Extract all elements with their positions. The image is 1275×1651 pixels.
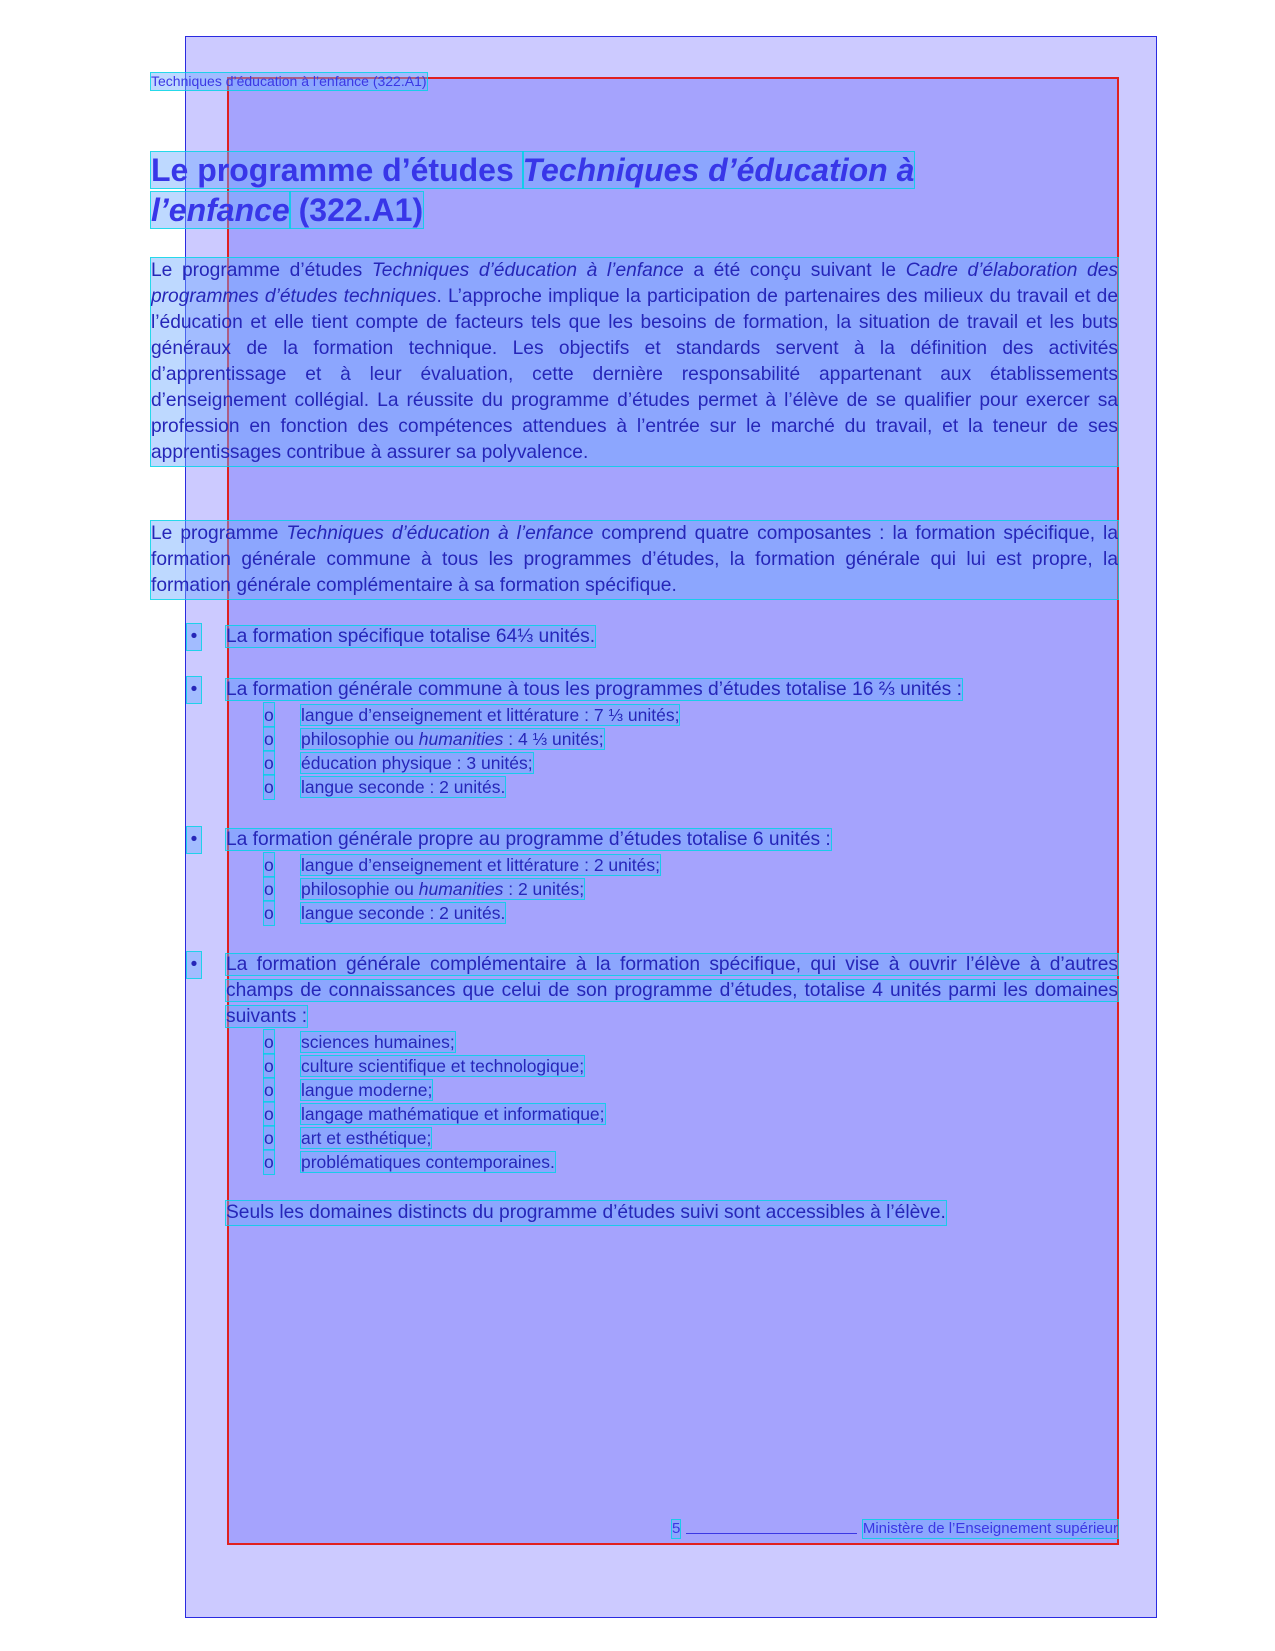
running-head: Techniques d’éducation à l’enfance (322.A1) (151, 73, 427, 89)
sub-list-item (226, 901, 1118, 925)
bullet-marker: • (187, 827, 201, 853)
sub-list (226, 853, 1118, 925)
sub-bullet-marker: o (264, 1056, 274, 1076)
sub-item-text: langue d’enseignement et littérature : 7 ⅓ unités; (301, 705, 680, 725)
intro-italic-2: Cadre d’élaboration des programmes d’études techniques (151, 260, 1118, 307)
sub-bullet-marker: o (264, 729, 274, 749)
sub-item-text-part: philosophie ou (301, 729, 419, 749)
intro-paragraph (151, 258, 1118, 466)
page-footer (672, 1520, 1118, 1538)
title-prefix: Le programme d’études (151, 152, 523, 188)
sub-item-text-part: : 4 ⅓ unités; (503, 729, 604, 749)
sub-bullet-marker: o (264, 777, 274, 797)
sub-item-text: langue seconde : 2 unités. (301, 777, 506, 797)
list-item (151, 952, 1118, 1174)
sub-list-item (226, 751, 1118, 775)
sub-bullet-marker: o (264, 1128, 274, 1148)
ministry-name: Ministère de l’Enseignement supérieur (862, 1520, 1118, 1537)
sub-list-item (226, 1030, 1118, 1054)
sub-item-text: langue d’enseignement et littérature : 2 unités; (301, 855, 660, 875)
sub-list (226, 703, 1118, 799)
sub-item-text: sciences humaines; (301, 1032, 455, 1052)
intro-text-1: Le programme d’études (151, 260, 372, 281)
title-italic: Techniques d’éducation à l’enfance (151, 152, 915, 228)
bullet-text: La formation générale propre au programme d’études totalise 6 unités : (226, 829, 831, 850)
sub-item-text: langage mathématique et informatique; (301, 1104, 605, 1124)
sub-bullet-marker: o (264, 1152, 274, 1172)
bullet-marker: • (187, 624, 201, 650)
components-paragraph (151, 521, 1118, 599)
sub-item-text: culture scientifique et technologique; (301, 1056, 585, 1076)
sub-list-item (226, 1126, 1118, 1150)
list-item (151, 624, 1118, 650)
sub-list-item (226, 703, 1118, 727)
sub-bullet-marker: o (264, 753, 274, 773)
sub-item-text: langue moderne; (301, 1080, 433, 1100)
sub-item-text (301, 879, 584, 899)
bullet-text: La formation générale commune à tous les programmes d’études totalise 16 ⅔ unités : (226, 679, 962, 700)
page-title (151, 150, 1051, 230)
bullet-marker: • (187, 677, 201, 703)
footer-rule (686, 1533, 857, 1534)
sub-item-italic: humanities (418, 879, 504, 899)
bullet-text: La formation spécifique totalise 64⅓ unités. (226, 626, 596, 647)
sub-list-item (226, 877, 1118, 901)
closing-note: Seuls les domaines distincts du programme d’études suivi sont accessibles à l’élève. (226, 1202, 946, 1223)
sub-bullet-marker: o (264, 1104, 274, 1124)
sub-list-item (226, 1054, 1118, 1078)
sub-list-item (226, 775, 1118, 799)
sub-list-item (226, 1102, 1118, 1126)
list-item (151, 827, 1118, 925)
bullet-list-common (151, 677, 1118, 799)
sub-item-italic: humanities (418, 729, 504, 749)
sub-bullet-marker: o (264, 879, 274, 899)
bullet-marker: • (187, 952, 201, 978)
components-text-2: comprend quatre composantes : la formation spécifique, la formation générale commune à tous les programmes d’études, la formation générale qui lui est propre, la formation générale complémentaire à sa formation spécifique. (151, 523, 1118, 596)
sub-item-text: art et esthétique; (301, 1128, 432, 1148)
bullet-list-complementary (151, 952, 1118, 1174)
sub-list (226, 1030, 1118, 1174)
sub-item-text-part: philosophie ou (301, 879, 419, 899)
sub-list-item (226, 727, 1118, 751)
components-italic-1: Techniques d’éducation à l’enfance (286, 523, 594, 544)
sub-bullet-marker: o (264, 705, 274, 725)
sub-list-item (226, 1150, 1118, 1174)
intro-text-2: a été conçu suivant le (683, 260, 906, 281)
page-number: 5 (672, 1520, 681, 1537)
sub-item-text (301, 729, 604, 749)
sub-bullet-marker: o (264, 855, 274, 875)
sub-item-text: langue seconde : 2 unités. (301, 903, 506, 923)
sub-item-text: éducation physique : 3 unités; (301, 753, 533, 773)
intro-text-3: . L’approche implique la participation de partenaires des milieux du travail et de l’éducation et elle tient compte de facteurs tels que les besoins de formation, la situation de travail et les buts généraux de la formation technique. Les objectifs et standards servent à la définition des activités d’apprentissage et à leur évaluation, cette dernière responsabilité appartenant aux établissements d’enseignement collégial. La réussite du programme d’études permet à l’élève de se qualifier pour exercer sa profession en fonction des compétences attendues à l’entrée sur le marché du travail, et la teneur de ses apprentissages contribue à assurer sa polyvalence. (151, 286, 1118, 463)
bullet-text: La formation générale complémentaire à la formation spécifique, qui vise à ouvrir l’élève à d’autres champs de connaissances que celui de son programme d’études, totalise 4 unités parmi les domaines suivants : (226, 954, 1118, 1027)
sub-list-item (226, 1078, 1118, 1102)
sub-item-text: problématiques contemporaines. (301, 1152, 555, 1172)
sub-bullet-marker: o (264, 1080, 274, 1100)
bullet-list-program (151, 827, 1118, 925)
components-text-1: Le programme (151, 523, 287, 544)
sub-bullet-marker: o (264, 903, 274, 923)
list-item (151, 677, 1118, 799)
sub-list-item (226, 853, 1118, 877)
title-suffix: (322.A1) (289, 192, 424, 228)
sub-bullet-marker: o (264, 1032, 274, 1052)
bullet-list-specific (151, 624, 1118, 650)
sub-item-text-part: : 2 unités; (503, 879, 585, 899)
intro-italic-1: Techniques d’éducation à l’enfance (371, 260, 684, 281)
